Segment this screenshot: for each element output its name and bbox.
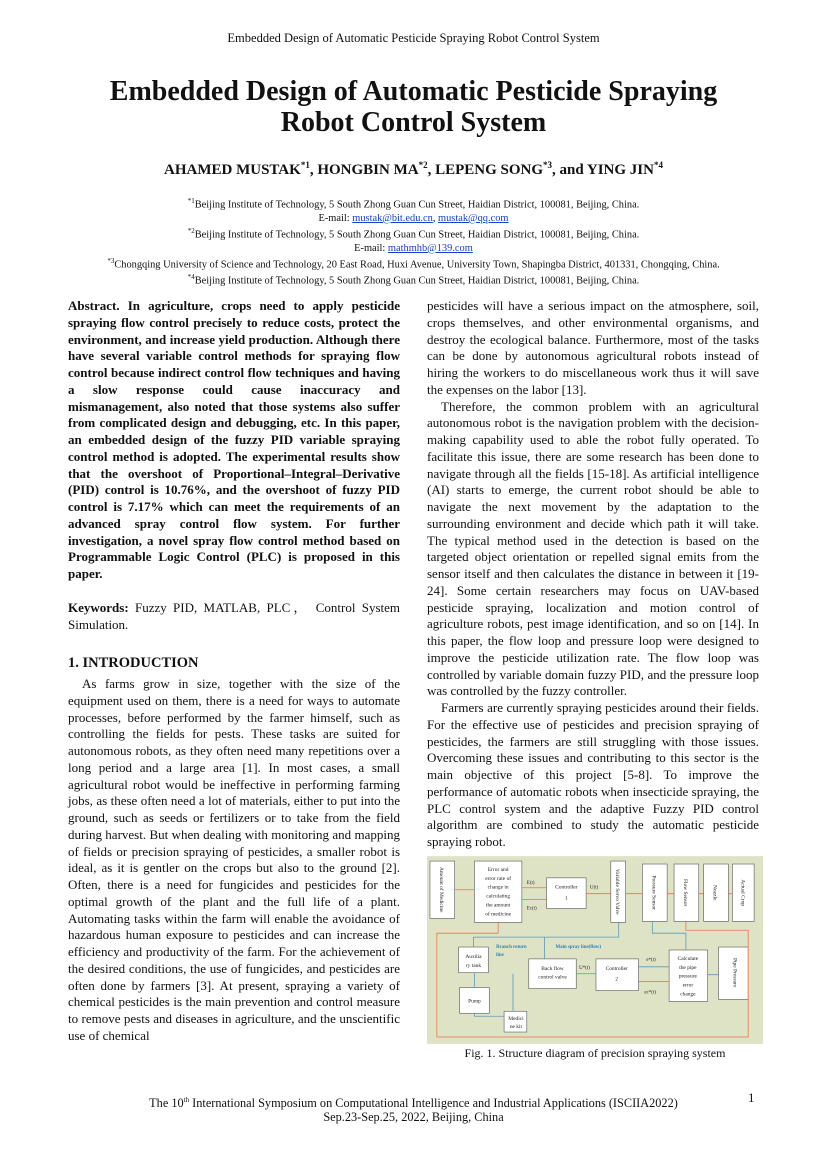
left-column	[68, 298, 400, 1045]
author: HONGBIN MA	[317, 162, 419, 178]
box-controller-2	[596, 959, 638, 991]
author-sup: *2	[418, 160, 428, 170]
label-aux-tank: Auxilia	[465, 953, 482, 960]
author-list	[0, 160, 827, 179]
label-main-spray-line: Main spray line(flow)	[555, 945, 602, 951]
footer-text: The 10	[149, 1096, 184, 1111]
affiliation-sup: *3	[107, 256, 115, 265]
figure-structure-diagram	[427, 856, 763, 1044]
page-number: 1	[748, 1090, 755, 1105]
author-sep: ,	[427, 162, 436, 178]
affiliations	[40, 195, 787, 288]
signal-e: E(t)	[526, 880, 535, 886]
signal-u: U(t)	[590, 885, 599, 891]
label-medicine-kit: ne kit	[509, 1024, 523, 1031]
affiliation-4	[40, 271, 787, 288]
label-controller-1: Controller	[555, 884, 578, 891]
affiliation-text: Beijing Institute of Technology, 5 South Zhong Guan Cun Street, Haidian District, 100081, Beijing, China.	[194, 275, 640, 287]
label-pump: Pump	[468, 998, 481, 1005]
label-error: Error and	[487, 866, 509, 873]
title-line-1: Embedded Design of Automatic Pesticide Spraying	[109, 76, 718, 107]
author-sup: *3	[543, 160, 552, 170]
label-flow-sensor: Flow Sensor	[681, 879, 688, 907]
author-sep: ,	[309, 162, 318, 178]
affiliation-sup: *1	[187, 197, 195, 205]
footer-line-2: Sep.23-Sep.25, 2022, Beijing, China	[323, 1110, 504, 1125]
label-controller-2: 2	[615, 976, 619, 983]
affiliation-text: Chongqing University of Science and Technology, 20 East Road, Huxi Avenue, University Town, Shapingba District, 401331, Chongqing, China.	[114, 259, 720, 271]
keywords-text: Fuzzy PID, MATLAB, PLC， Control System Simulation.	[68, 599, 400, 632]
author-sup: *1	[300, 160, 310, 170]
abstract: Abstract. In agriculture, crops need to apply pesticide spraying flow control precisely to reduce costs, protect the environment, and increase yield production. Although there have several variable control methods for spraying flow control because indirect control flow techniques and having a slow response could cause inaccuracy and mismanagement, also noted that those systems also suffer from complicated design and debugging, etc. In this paper, an embedded design of the fuzzy PID variable spraying control method is adopted. The experimental results show that the overshoot of Proportional–Integral–Derivative (PID) control is 10.76%, and the overshoot of fuzzy PID control is 7.17% which can meet the requirements of an advanced spray control flow system. For further investigation, a novel spray flow control method based on Programmable Logic Control (PLC) is proposed in this paper.	[68, 298, 400, 581]
figure-caption: Fig. 1. Structure diagram of precision spraying system	[464, 1046, 726, 1060]
affiliation-sup: *2	[187, 226, 195, 235]
body-paragraph: As farms grow in size, together with the size of the equipment used on them, there is a need for ways to automate processes, before performed by the farmer himself, such as controlling the fields for pests. These tasks are suited for autonomous robots, as they often need many repetitions over a long period and a large area [1]. In most cases, a small agricultural robot would be ineffective in performing farming jobs, as these often need a lot of materials, either to put into the ground, such as seeds or fertilizers or to take from the field during harvest. But when dealing with monitoring and mapping of fields or precision spraying of pesticides, a smaller robot is ideal, as it is gentler on the crops but also to the ground [2]. Often, there is a need for fungicides and pesticides for the optimal growth of the plant and the full life of a plant. Automating tasks within the farm will enable the avoidance of hazardous human exposure to pesticides and can increase the efficiency and productivity of the farm. For the achievement of the desired conditions, the use of fungicides, and pesticides are often done by farmers [3]. At present, spraying a variety of chemical pesticides is the main prevention and control measure to remove pests and diseases in agriculture, and the unscientific use of chemical	[68, 676, 400, 1043]
affiliation-3	[40, 255, 787, 272]
label-calc: Calculate	[677, 955, 699, 962]
footer-text: International Symposium on Computational Intelligence and Industrial Applications (ISCIIA2022)	[189, 1096, 678, 1111]
label-amount-of-medicine: Amount of Medicine	[437, 866, 444, 913]
email-link[interactable]: mustak@qq.com	[438, 212, 509, 224]
keywords	[68, 600, 400, 634]
label-backflow: Back flow	[541, 965, 564, 972]
label-error: error rate of	[485, 875, 512, 882]
label-calc: change	[680, 991, 696, 998]
body-paragraph: pesticides will have a serious impact on the atmosphere, soil, crops themselves, and other environmental organisms, and destroy the ecological balance. Furthermore, most of the tasks can be done by autonomous agricultural robots instead of hiring the workers to do miscellaneous work thus it will save the expenses on the labor [13].	[427, 298, 759, 397]
affiliation-1	[40, 195, 787, 212]
title-line-2: Robot Control System	[280, 107, 547, 138]
signal-ec-star: ec*(t)	[644, 990, 656, 996]
author: YING JIN	[586, 162, 654, 178]
author-sep: , and	[552, 162, 587, 178]
author: LEPENG SONG	[435, 162, 543, 178]
email-line-1	[40, 212, 787, 225]
label-aux-tank: ry tank	[465, 962, 482, 969]
right-column	[427, 298, 759, 851]
label-calc: pressure	[678, 973, 697, 980]
signal-u-star: U*(t)	[579, 965, 590, 971]
label-error: calculating	[486, 893, 511, 900]
label-branch-return: Branch return	[496, 945, 527, 951]
label-controller-1: 1	[564, 895, 568, 902]
email-label: E-mail:	[318, 212, 353, 224]
label-error: the amount	[486, 902, 511, 909]
signal-ec: Ec(t)	[526, 906, 537, 912]
label-controller-2: Controller	[605, 965, 628, 972]
email-label: E-mail:	[354, 242, 388, 254]
label-actual-crop: Actual Crop	[739, 879, 746, 907]
body-paragraph: Farmers are currently spraying pesticides around their fields. For the effective use of pesticides and precision spraying of pesticides, the farmers are still struggling with those issues. Overcoming these issues and contributing to this sector is the main objective of this project [5-8]. To improve the performance of automatic robots when insecticide spraying, the PLC control system and the adaptive Fuzzy PID control algorithm are combined to study the automatic pesticide spraying robot.	[427, 700, 759, 849]
email-line-2	[40, 242, 787, 255]
author: AHAMED MUSTAK	[164, 162, 301, 178]
label-pipe-pressure: Pipe Pressure	[731, 958, 738, 988]
affiliation-2	[40, 225, 787, 242]
paper-title	[60, 76, 767, 138]
affiliation-text: Beijing Institute of Technology, 5 South Zhong Guan Cun Street, Haidian District, 100081, Beijing, China.	[194, 199, 640, 211]
section-heading-introduction: 1. INTRODUCTION	[68, 655, 199, 672]
author-sup: *4	[653, 160, 663, 170]
box-controller-1	[547, 878, 587, 909]
label-servo-valve: Variable Servo Valve	[613, 868, 620, 915]
email-link[interactable]: mathmhb@139.com	[387, 242, 473, 254]
label-calc: error	[682, 982, 694, 989]
label-medicine-kit: Medici	[508, 1016, 524, 1023]
label-calc: the pipe	[679, 964, 697, 971]
email-sep: ,	[432, 212, 439, 224]
running-head: Embedded Design of Automatic Pesticide Spraying Robot Control System	[227, 31, 600, 45]
label-branch-return: line	[496, 952, 504, 958]
footer	[0, 1093, 827, 1124]
label-error: change in	[487, 884, 509, 891]
label-backflow: control valve	[538, 974, 567, 981]
affiliation-sup: *4	[187, 273, 195, 282]
email-link[interactable]: mustak@bit.edu.cn	[352, 212, 433, 224]
keywords-label: Keywords:	[68, 599, 129, 615]
label-pressure-sensor: Pressure Sensor	[650, 875, 657, 910]
footer-sup: th	[183, 1096, 190, 1104]
label-nozzle: Nozzle	[711, 885, 718, 901]
body-paragraph: Therefore, the common problem with an agricultural autonomous robot is the navigation problem with the decision-making capability used to able the robot fully operated. To facilitate this issue, there are some research has been done to navigate through all the fields [15-18]. As artificial intelligence (AI) starts to emerge, the current robot should be able to navigate the next movement by the adaptation to the surrounding environment and decide which path it will take. The typical method used in the detection is based on the targeted object orientation or repelled signal emits from the sensor itself and then calculates the distance in between it [19-24]. Some certain researchers may focus on UAV-based pesticide spraying, localization and motion control of agriculture robots, pest image identification, and so on [14]. In this paper, the flow loop and pressure loop were designed to improve the pesticide utilization rate. The flow loop was controlled by variable domain fuzzy PID, and the pressure loop was controlled by the fuzzy controller.	[427, 398, 759, 699]
signal-e-star: e*(t)	[646, 957, 656, 963]
footer-line-1	[0, 1093, 827, 1110]
label-error: of medicine	[485, 911, 512, 918]
affiliation-text: Beijing Institute of Technology, 5 South Zhong Guan Cun Street, Haidian District, 100081, Beijing, China.	[194, 229, 640, 241]
